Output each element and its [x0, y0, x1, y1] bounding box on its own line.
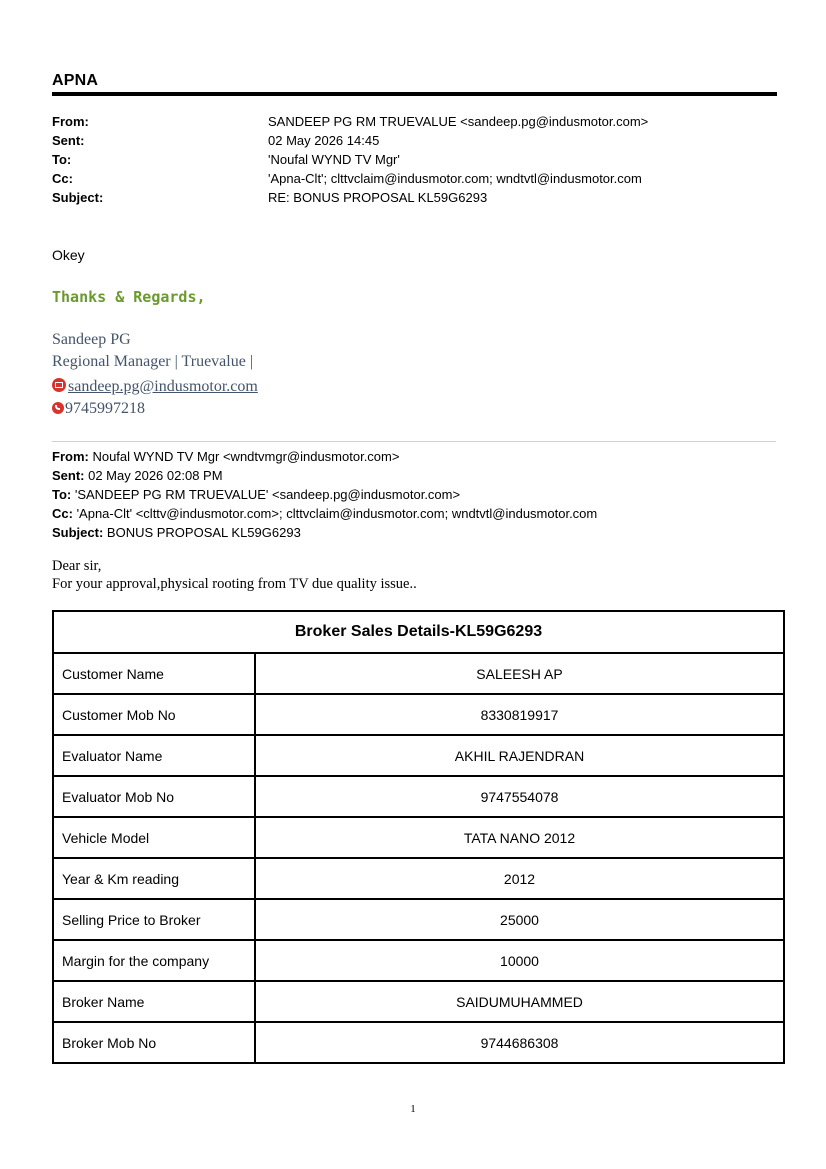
table-row — [53, 776, 784, 817]
table-row — [53, 817, 784, 858]
row-value: 25000 — [255, 899, 784, 940]
row-label: Year & Km reading — [53, 858, 255, 899]
fwd-from-line — [52, 449, 399, 464]
to-label: To: — [52, 152, 72, 167]
row-value: SALEESH AP — [255, 653, 784, 694]
fwd-cc-label: Cc: — [52, 506, 73, 521]
email-icon — [52, 378, 66, 392]
separator-rule — [52, 441, 776, 442]
row-value: 8330819917 — [255, 694, 784, 735]
table-row — [53, 694, 784, 735]
fwd-cc-line — [52, 506, 597, 521]
row-label: Broker Mob No — [53, 1022, 255, 1063]
fwd-subject-label: Subject: — [52, 525, 104, 540]
phone-icon — [52, 402, 64, 414]
table-row — [53, 981, 784, 1022]
thanks-regards: Thanks & Regards, — [52, 288, 206, 306]
row-label: Evaluator Mob No — [53, 776, 255, 817]
fwd-sent-line — [52, 468, 223, 483]
document-title: APNA — [52, 72, 99, 89]
table-row — [53, 653, 784, 694]
signature-phone: 9745997218 — [65, 400, 145, 417]
fwd-sent-label: Sent: — [52, 468, 85, 483]
fwd-to-label: To: — [52, 487, 72, 502]
signature-name: Sandeep PG — [52, 331, 131, 348]
row-value: 2012 — [255, 858, 784, 899]
page-number: 1 — [410, 1103, 416, 1115]
row-value: 9744686308 — [255, 1022, 784, 1063]
title-rule — [52, 92, 777, 96]
fwd-cc-value: 'Apna-Clt' <clttv@indusmotor.com>; clttvclaim@indusmotor.com; wndtvtl@indusmotor.com — [72, 506, 598, 521]
to-value: 'Noufal WYND TV Mgr' — [268, 152, 400, 167]
broker-sales-table — [52, 610, 785, 1064]
row-label: Broker Name — [53, 981, 255, 1022]
reply-body: Okey — [52, 247, 85, 263]
fwd-from-value: Noufal WYND TV Mgr <wndtvmgr@indusmotor.com> — [88, 449, 400, 464]
fwd-subject-line — [52, 525, 301, 540]
from-value: SANDEEP PG RM TRUEVALUE <sandeep.pg@indusmotor.com> — [268, 114, 649, 129]
signature-email-line — [52, 378, 258, 396]
subject-value: RE: BONUS PROPOSAL KL59G6293 — [268, 190, 488, 205]
row-label: Selling Price to Broker — [53, 899, 255, 940]
row-value: 10000 — [255, 940, 784, 981]
fwd-to-line — [52, 487, 460, 502]
fwd-sent-value: 02 May 2026 02:08 PM — [84, 468, 223, 483]
sent-label: Sent: — [52, 133, 85, 148]
fwd-greeting: Dear sir, — [52, 558, 102, 574]
sent-value: 02 May 2026 14:45 — [268, 133, 380, 148]
table-row — [53, 940, 784, 981]
row-value: TATA NANO 2012 — [255, 817, 784, 858]
row-value: SAIDUMUHAMMED — [255, 981, 784, 1022]
table-row — [53, 1022, 784, 1063]
subject-label: Subject: — [52, 190, 104, 205]
fwd-to-value: 'SANDEEP PG RM TRUEVALUE' <sandeep.pg@indusmotor.com> — [71, 487, 461, 502]
row-label: Vehicle Model — [53, 817, 255, 858]
table-row — [53, 735, 784, 776]
signature-title: Regional Manager | Truevalue | — [52, 353, 254, 370]
row-value: 9747554078 — [255, 776, 784, 817]
row-label: Evaluator Name — [53, 735, 255, 776]
row-label: Customer Name — [53, 653, 255, 694]
fwd-body: For your approval,physical rooting from TV due quality issue.. — [52, 576, 417, 592]
row-label: Customer Mob No — [53, 694, 255, 735]
cc-label: Cc: — [52, 171, 73, 186]
fwd-from-label: From: — [52, 449, 89, 464]
row-label: Margin for the company — [53, 940, 255, 981]
signature-phone-line — [52, 400, 145, 418]
cc-value: 'Apna-Clt'; clttvclaim@indusmotor.com; wndtvtl@indusmotor.com — [268, 171, 642, 186]
row-value: AKHIL RAJENDRAN — [255, 735, 784, 776]
table-row — [53, 858, 784, 899]
table-row — [53, 899, 784, 940]
signature-email-link[interactable]: sandeep.pg@indusmotor.com — [68, 378, 258, 395]
table-header-row — [53, 611, 784, 653]
from-label: From: — [52, 114, 89, 129]
table-title: Broker Sales Details-KL59G6293 — [53, 611, 784, 653]
fwd-subject-value: BONUS PROPOSAL KL59G6293 — [103, 525, 301, 540]
